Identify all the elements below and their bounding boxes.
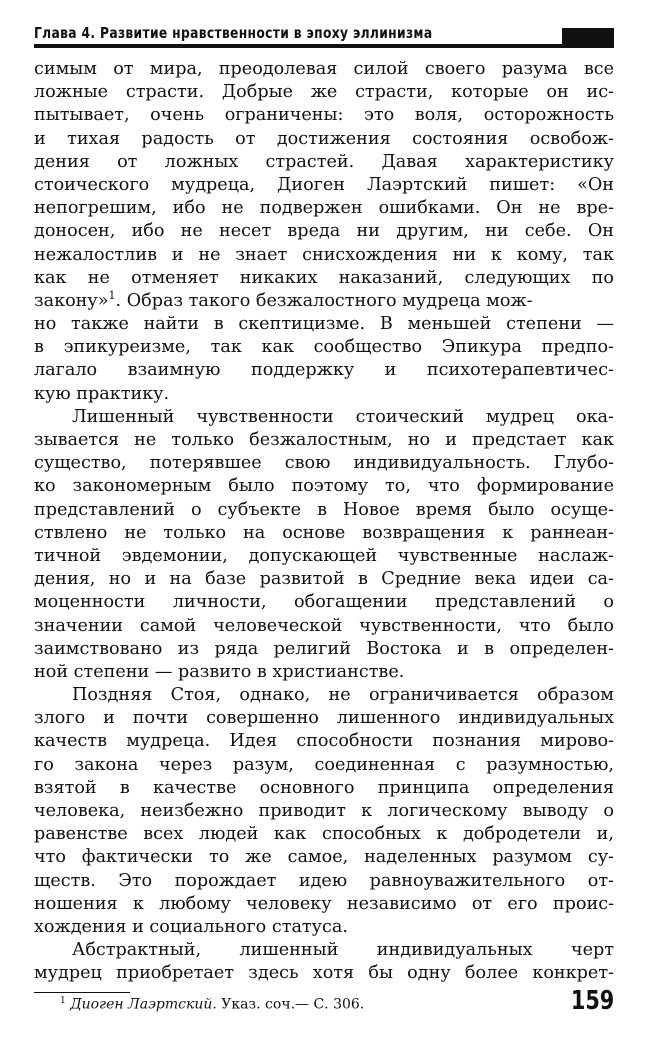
text-line: зывается не только безжалостным, но и предстает как bbox=[34, 430, 614, 450]
text-line: заимствовано из ряда религий Востока и в определен- bbox=[34, 638, 614, 659]
text-line: что фактически то же самое, наделенных разумом су- bbox=[34, 847, 614, 868]
text-line: лагало взаимную поддержку и психотерапевтичес- bbox=[34, 360, 614, 381]
text-line: и тихая радость от достижения состояния освобож- bbox=[34, 128, 614, 149]
text-line: ной степени — развито в христианстве. bbox=[34, 661, 405, 682]
text-line: доносен, ибо не несет вреда ни другим, ни себе. Он bbox=[34, 221, 614, 242]
text-line: ществ. Это порождает идею равноуважительного от- bbox=[34, 870, 614, 891]
text-line: Абстрактный, лишенный индивидуальных черт bbox=[72, 940, 614, 961]
text-line: хождения и социального статуса. bbox=[34, 916, 348, 937]
footnote-reference[interactable]: 1 bbox=[108, 288, 116, 302]
text-line: Поздняя Стоя, однако, не ограничивается образом bbox=[72, 685, 614, 706]
text-line: го закона через разум, соединенная с разумностью, bbox=[34, 754, 614, 775]
text-line: но также найти в скептицизме. В меньшей степени — bbox=[34, 314, 614, 335]
text-line: мудрец приобретает здесь хотя бы одну более конкрет- bbox=[34, 963, 614, 984]
text-line: ложные страсти. Добрые же страсти, которые он ис- bbox=[34, 82, 614, 103]
text-line: дения от ложных страстей. Давая характеристику bbox=[34, 151, 614, 172]
text-line: закону»$^1$. Образ такого безжалостного мудреца мож- bbox=[34, 288, 533, 311]
footnote-author: Диоген Лаэртский. bbox=[70, 996, 217, 1013]
footnote-number: 1 bbox=[60, 996, 66, 1006]
text-line: непогрешим, ибо не подвержен ошибками. Он не вре- bbox=[34, 198, 614, 219]
footnote-rule bbox=[34, 992, 130, 993]
text-line: кую практику. bbox=[34, 383, 170, 404]
footnote bbox=[60, 996, 364, 1013]
header-block bbox=[562, 28, 614, 48]
text-line: стоического мудреца, Диоген Лаэртский пишет: «Он bbox=[34, 174, 614, 195]
text-line: симым от мира, преодолевая силой своего разума все bbox=[34, 59, 614, 79]
text-line: как не отменяет никаких наказаний, следующих по bbox=[34, 267, 614, 288]
text-line: ко закономерным было поэтому то, что формирование bbox=[34, 476, 614, 497]
text-line: дения, но и на базе развитой в Средние века идеи са- bbox=[34, 569, 614, 590]
chapter-title: Глава 4. Развитие нравственности в эпоху эллинизма bbox=[34, 24, 433, 42]
text-line: существо, потерявшее свою индивидуальность. Глубо- bbox=[34, 453, 614, 474]
text-line: представлений о субъекте в Новое время было осуще- bbox=[34, 499, 614, 520]
text-line: злого и почти совершенно лишенного индивидуальных bbox=[34, 708, 614, 729]
text-line: человека, неизбежно приводит к логическому выводу о bbox=[34, 801, 614, 821]
text-line: равенстве всех людей как способных к добродетели и, bbox=[34, 824, 614, 845]
page-number: 159 bbox=[570, 986, 614, 1016]
header-rule bbox=[34, 44, 614, 48]
text-line: Лишенный чувственности стоический мудрец ока- bbox=[72, 406, 614, 427]
text-line: значении самой человеческой чувственности, что было bbox=[34, 615, 614, 636]
text-line: тичной эвдемонии, допускающей чувственные наслаж- bbox=[34, 545, 614, 566]
text-line: ношения к любому человеку независимо от его проис- bbox=[34, 893, 614, 914]
text-line: пытывает, очень ограничены: это воля, осторожность bbox=[34, 105, 614, 126]
text-line-end: Образ такого безжалостного мудреца мож- bbox=[126, 290, 533, 311]
main-text bbox=[34, 58, 614, 986]
text-line: взятой в качестве основного принципа определения bbox=[34, 777, 614, 798]
text-line: ствлено не только на основе возвращения к раннеан- bbox=[34, 522, 614, 543]
text-line-start: закону» bbox=[34, 290, 109, 311]
text-line: качеств мудреца. Идея способности познания мирово- bbox=[34, 731, 614, 752]
text-line: в эпикуреизме, так как сообщество Эпикура предпо- bbox=[34, 337, 614, 358]
text-line: нежалостлив и не знает снисхождения ни к кому, так bbox=[34, 244, 614, 265]
footnote-text: Указ. соч.— С. 306. bbox=[216, 996, 365, 1013]
running-header bbox=[34, 24, 614, 48]
text-line: моценности личности, обогащении представлений о bbox=[34, 592, 614, 613]
